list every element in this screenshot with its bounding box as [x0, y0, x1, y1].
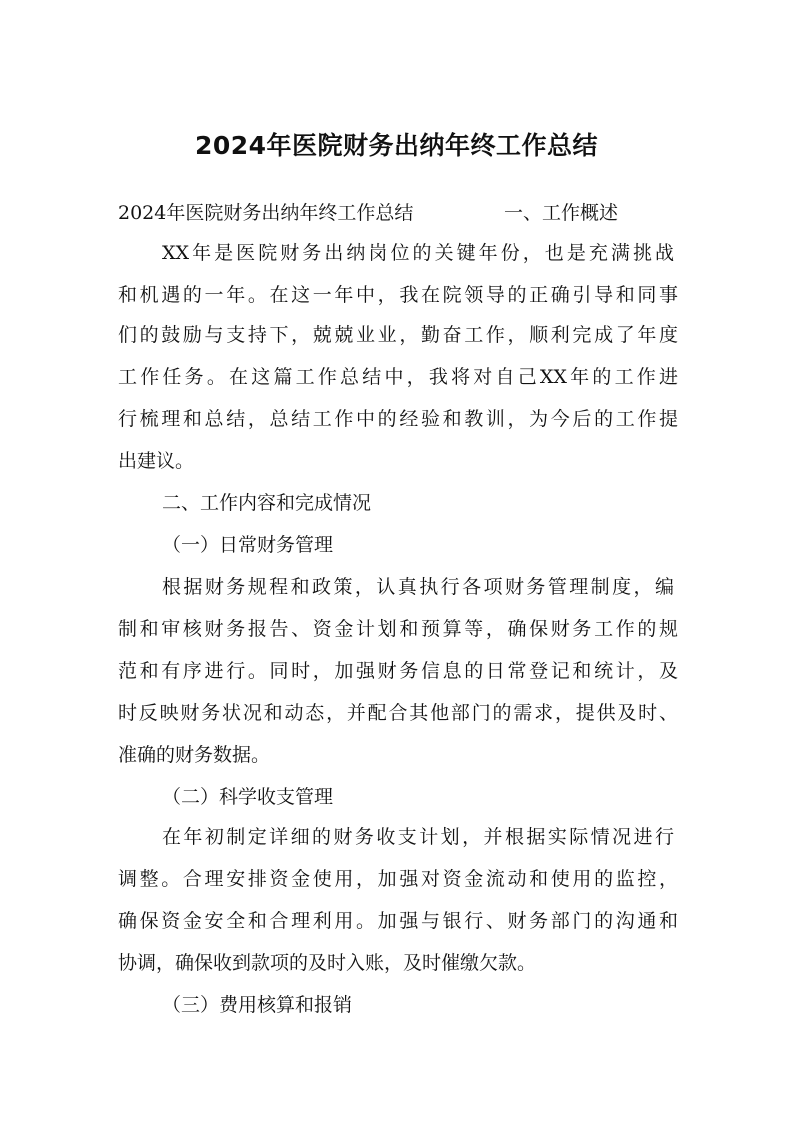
document-title: 2024年医院财务出纳年终工作总结: [194, 131, 599, 160]
para1-line: 出建议。: [118, 450, 195, 472]
para2-line: 准确的财务数据。: [118, 744, 271, 766]
subheading-expense-accounting: （三）费用核算和报销: [162, 994, 353, 1016]
para2-line: 制和审核财务报告、资金计划和预算等，确保财务工作的规: [118, 618, 678, 640]
lead-line: [118, 198, 618, 228]
para3-line: 调整。合理安排资金使用，加强对资金流动和使用的监控，: [118, 868, 678, 890]
para2-line: 范和有序进行。同时，加强财务信息的日常登记和统计，及: [118, 660, 678, 682]
subheading-income-expense: （二）科学收支管理: [162, 786, 334, 808]
para1-line: 和机遇的一年。在这一年中，我在院领导的正确引导和同事: [118, 284, 678, 306]
section-heading-overview: 一、工作概述: [503, 202, 618, 224]
para3-line: 确保资金安全和合理利用。加强与银行、财务部门的沟通和: [118, 910, 678, 932]
para2-line: 时反映财务状况和动态，并配合其他部门的需求，提供及时、: [118, 702, 678, 724]
para1-line: 工作任务。在这篇工作总结中，我将对自己XX年的工作进: [118, 366, 678, 388]
para3-line: 协调，确保收到款项的及时入账，及时催缴欠款。: [118, 952, 537, 974]
section-heading-content: 二、工作内容和完成情况: [162, 492, 372, 514]
subheading-daily-finance: （一）日常财务管理: [162, 534, 334, 556]
para1-line: XX年是医院财务出纳岗位的关键年份，也是充满挑战: [162, 242, 674, 264]
para3-line: 在年初制定详细的财务收支计划，并根据实际情况进行: [162, 826, 674, 848]
para1-line: 行梳理和总结，总结工作中的经验和教训，为今后的工作提: [118, 408, 678, 430]
para2-line: 根据财务规程和政策，认真执行各项财务管理制度，编: [162, 576, 674, 598]
para1-line: 们的鼓励与支持下，兢兢业业，勤奋工作，顺利完成了年度: [118, 324, 678, 346]
lead-title-repeat: 2024年医院财务出纳年终工作总结: [118, 202, 414, 224]
